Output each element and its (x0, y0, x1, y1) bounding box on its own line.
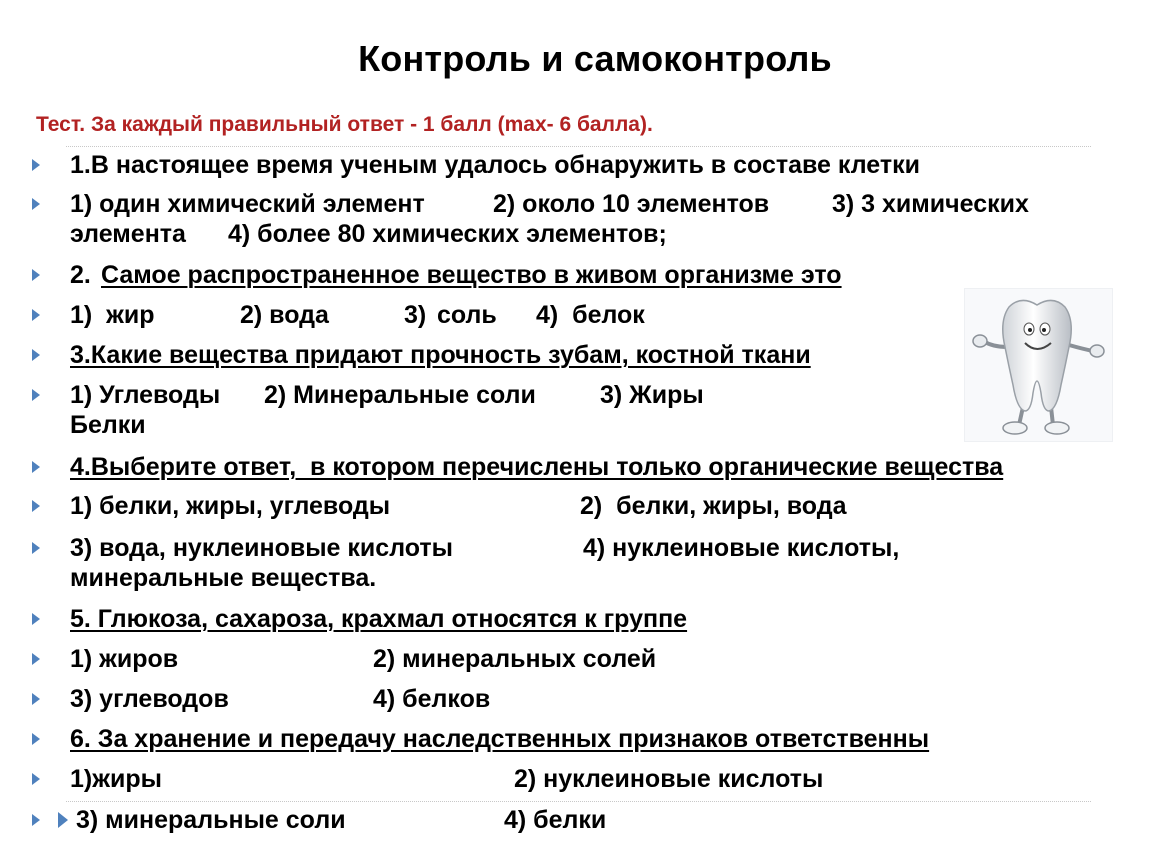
bullet-large-icon (58, 812, 68, 828)
bullet-icon (32, 269, 40, 281)
q2-option-3: соль (430, 301, 497, 329)
question-6: 6. За хранение и передачу наследственных признаков ответственны (70, 725, 930, 753)
bullet-icon (32, 653, 40, 665)
q3-option-2: 2) Минеральные соли (264, 381, 536, 409)
question-1: 1.В настоящее время ученым удалось обнаружить в составе клетки (70, 151, 920, 179)
q1-option-3-cont: элемента (70, 220, 186, 248)
q4-option-2: 2) белки, жиры, вода (580, 492, 847, 520)
q6-option-1: 1)жиры (70, 765, 162, 793)
question-5: 5. Глюкоза, сахароза, крахмал относятся к группе (70, 605, 688, 633)
q5-option-4: 4) белков (373, 685, 491, 713)
bullet-icon (32, 500, 40, 512)
tooth-icon (965, 289, 1112, 441)
q1-option-1: 1) один химический элемент (70, 190, 425, 218)
q1-option-2: 2) около 10 элементов (493, 190, 770, 218)
q5-option-2: 2) минеральных солей (373, 645, 657, 673)
q6-option-2: 2) нуклеиновые кислоты (514, 765, 824, 793)
q2-option-4: 4) белок (536, 301, 645, 329)
bullet-icon (32, 613, 40, 625)
q2-option-2: 2) вода (240, 301, 329, 329)
divider (66, 146, 1091, 147)
q4-option-4-cont: минеральные вещества. (70, 564, 377, 592)
bullet-icon (32, 542, 40, 554)
bullet-icon (32, 309, 40, 321)
bullet-icon (32, 389, 40, 401)
question-3: 3.Какие вещества придают прочность зубам, костной ткани (70, 341, 811, 369)
q2-number: 2. (70, 261, 91, 289)
q5-option-1: 1) жиров (70, 645, 179, 673)
q4-option-4: 4) нуклеиновые кислоты, (583, 534, 900, 562)
q4-option-3: 3) вода, нуклеиновые кислоты (70, 534, 453, 562)
q2-option-3-number: 3) (404, 301, 427, 329)
q3-option-3: 3) Жиры (600, 381, 704, 409)
q6-option-4: 4) белки (504, 806, 607, 834)
q1-option-4: 4) более 80 химических элементов; (228, 220, 667, 248)
bullet-icon (32, 349, 40, 361)
tooth-mascot-image (964, 288, 1113, 442)
q3-option-4: Белки (70, 411, 146, 439)
test-instructions: Тест. За каждый правильный ответ - 1 балл (max- 6 балла). (36, 113, 653, 136)
bullet-icon (32, 461, 40, 473)
q4-option-1: 1) белки, жиры, углеводы (70, 492, 391, 520)
bullet-icon (32, 159, 40, 171)
q5-option-3: 3) углеводов (70, 685, 229, 713)
divider (66, 801, 1091, 802)
question-4: 4.Выберите ответ, в котором перечислены только органические вещества (70, 453, 1004, 481)
q3-option-1: 1) Углеводы (70, 381, 221, 409)
bullet-icon (32, 733, 40, 745)
q6-option-3: 3) минеральные соли (76, 806, 346, 834)
bullet-icon (32, 773, 40, 785)
q2-option-1: 1) жир (70, 301, 155, 329)
bullet-icon (32, 693, 40, 705)
page-title: Контроль и самоконтроль (358, 38, 832, 79)
bullet-icon (32, 814, 40, 826)
question-2: Самое распространенное вещество в живом организме это (101, 261, 842, 289)
bullet-icon (32, 198, 40, 210)
q1-option-3: 3) 3 химических (832, 190, 1029, 218)
